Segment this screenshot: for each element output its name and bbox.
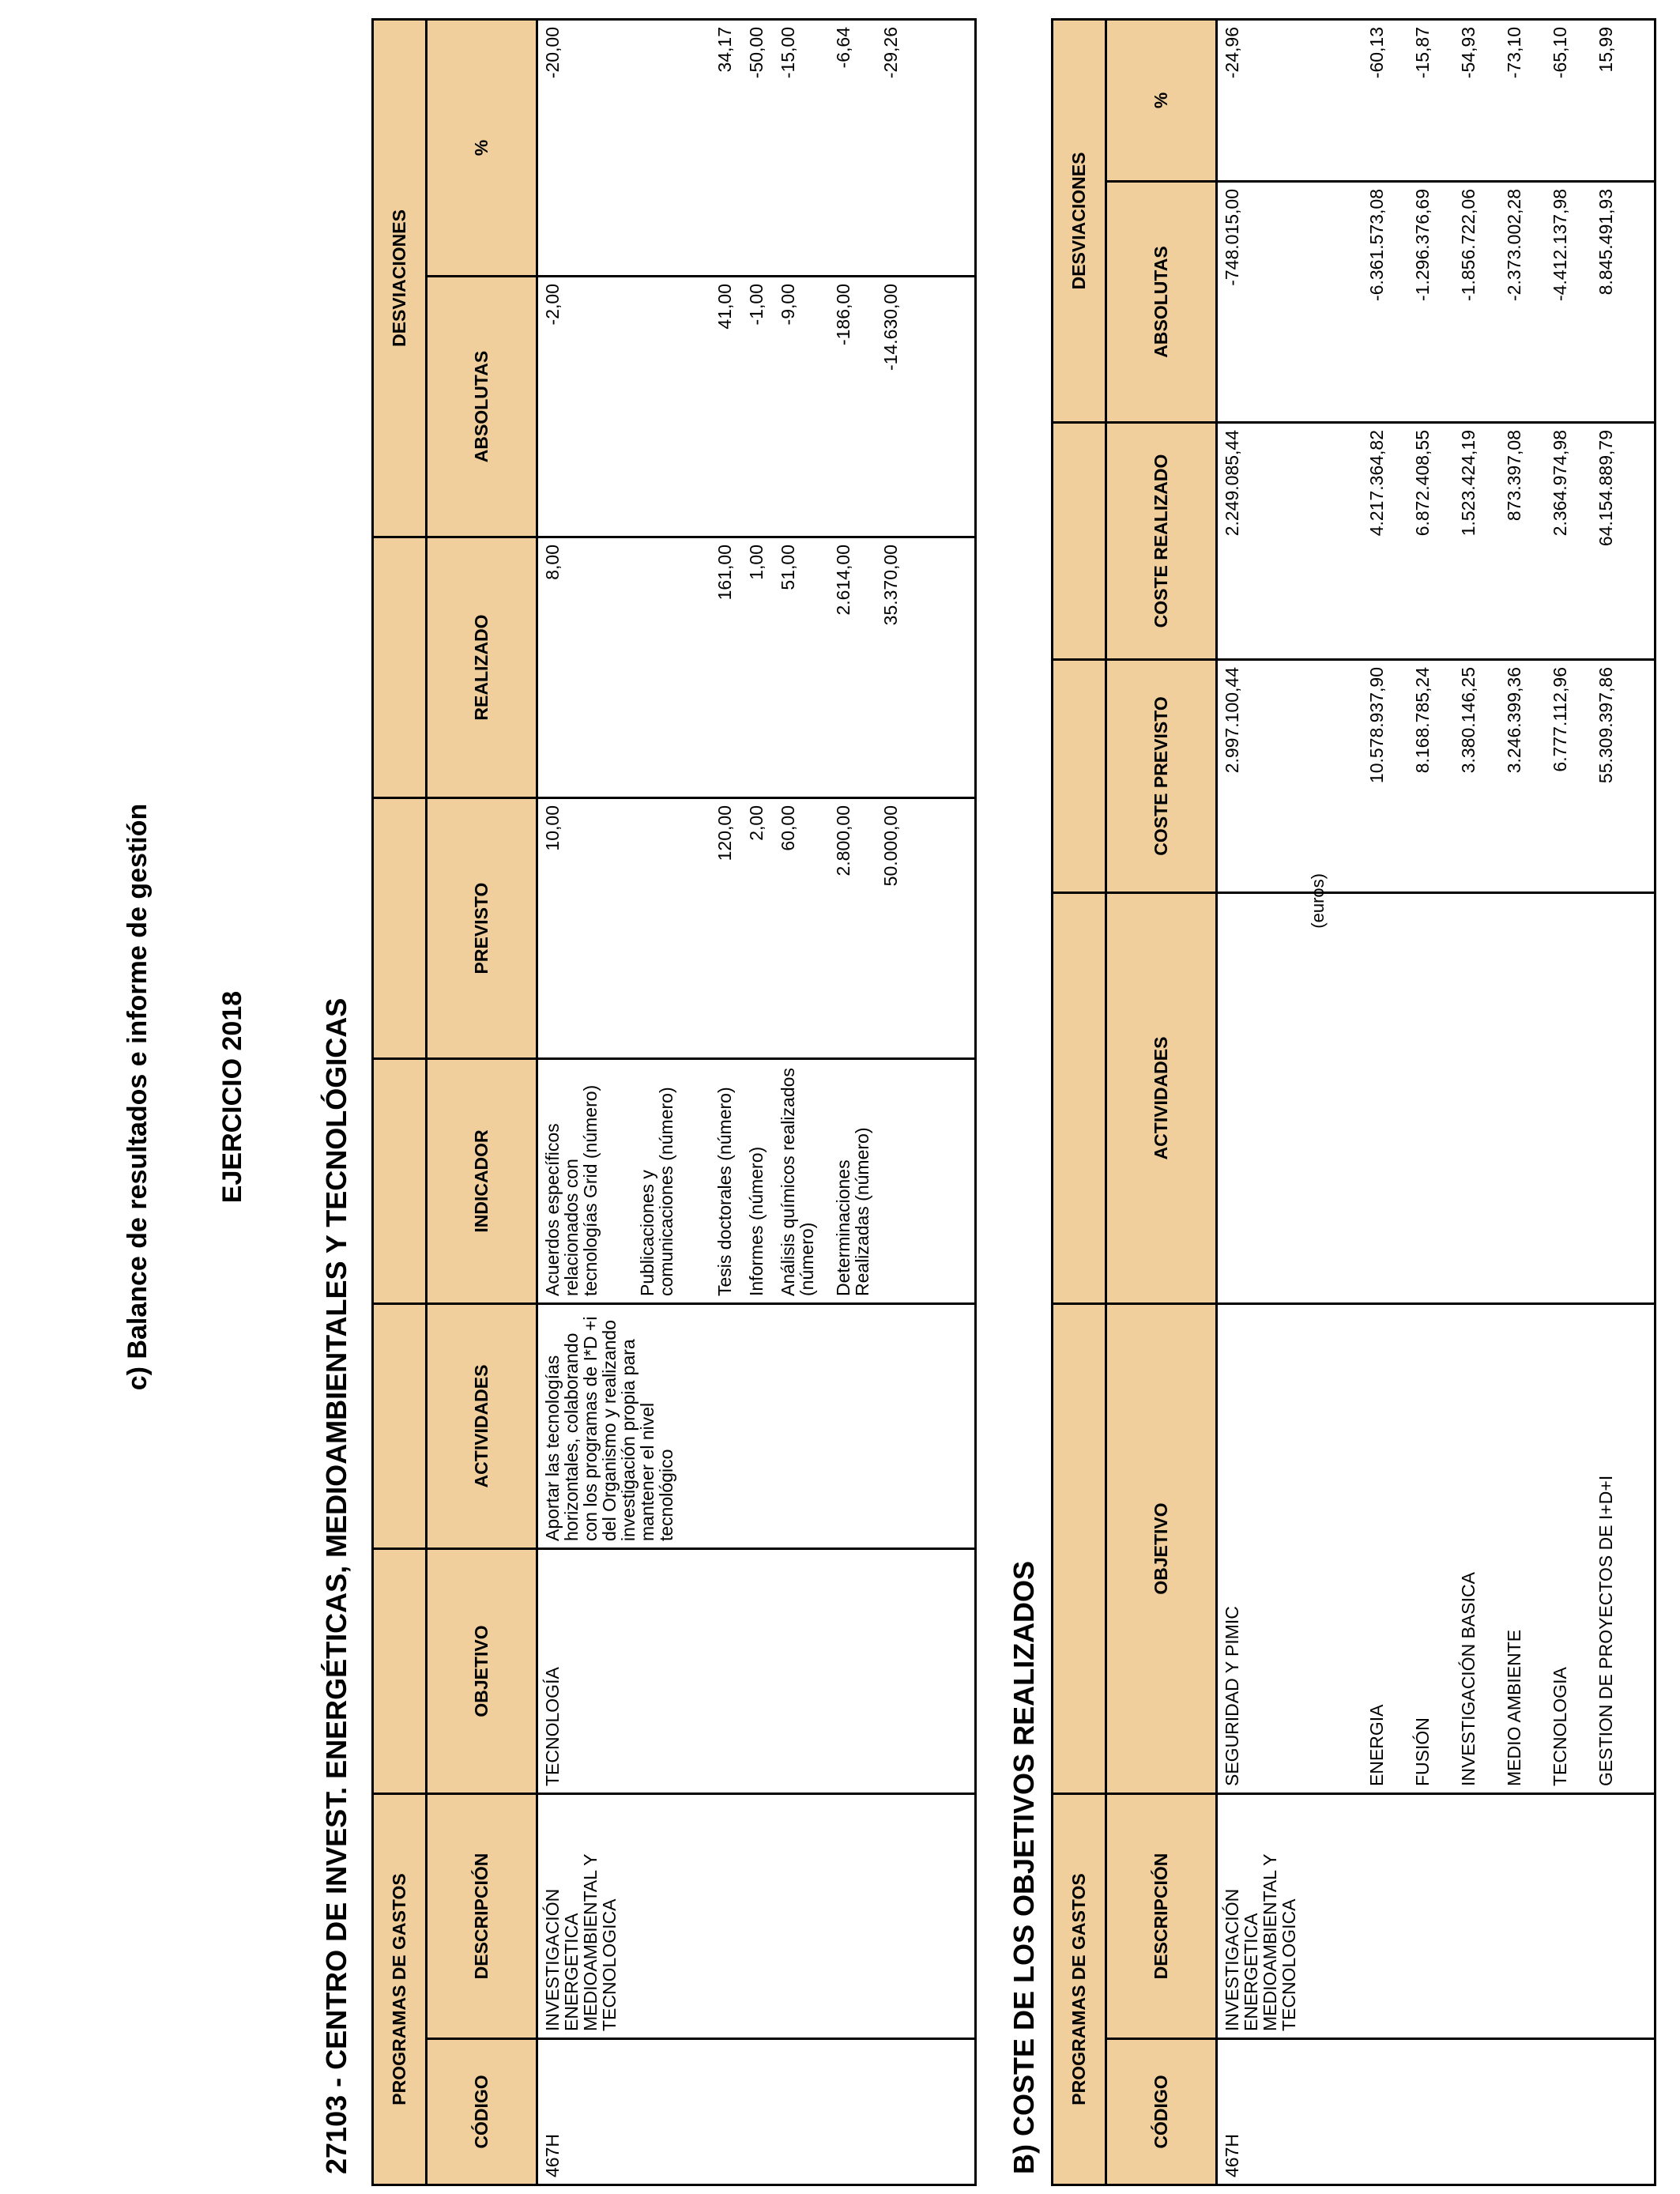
coste-previsto-value: 3.246.399,36: [1504, 667, 1524, 774]
absolutas-value: 8.845.491,93: [1595, 189, 1616, 296]
coste-previsto-value: 2.997.100,44: [1222, 667, 1242, 774]
section-b-title: B) COSTE DE LOS OBJETIVOS REALIZADOS: [1008, 1560, 1040, 2174]
report-title: c) Balance de resultados e informe de gestión: [122, 803, 153, 1391]
blank-header: [1053, 660, 1106, 893]
previsto-value: 120,00: [714, 805, 735, 861]
col-previsto: PREVISTO: [427, 798, 537, 1059]
section-a-title: 27103 - CENTRO DE INVEST. ENERGÉTICAS, MEDIOAMBIENTALES Y TECNOLÓGICAS: [320, 997, 352, 2174]
descripcion-cell: [1217, 1794, 1656, 2039]
programas-group-header: PROGRAMAS DE GASTOS: [373, 1794, 427, 2185]
pct-value: -50,00: [746, 26, 767, 79]
col-pct: %: [1106, 19, 1217, 181]
objetivo-cell: [1217, 1304, 1656, 1794]
col-coste-previsto: COSTE PREVISTO: [1106, 660, 1217, 893]
pct-value: -6,64: [833, 26, 853, 69]
pct-cell: [537, 19, 976, 276]
col-pct: %: [427, 19, 537, 276]
absolutas-value: -186,00: [833, 284, 853, 346]
realizado-value: 2.614,00: [833, 545, 853, 616]
coste-previsto-value: 3.380.146,25: [1458, 667, 1478, 774]
desviaciones-group-header: DESVIACIONES: [1053, 19, 1106, 422]
coste-previsto-value: 8.168.785,24: [1412, 667, 1433, 774]
col-absolutas: ABSOLUTAS: [1106, 182, 1217, 423]
absolutas-cell: [1217, 182, 1656, 423]
coste-previsto-value: 55.309.397,86: [1595, 667, 1616, 784]
descripcion-value: INVESTIGACIÓN ENERGETICA MEDIOAMBIENTAL Y TECNOLOGICA: [542, 1853, 620, 2031]
indicador-row: Análisis químicos realizados (número): [778, 1068, 817, 1296]
coste-previsto-cell: [1217, 660, 1656, 893]
col-descripcion: DESCRIPCIÓN: [1106, 1794, 1217, 2039]
blank-header: [1053, 893, 1106, 1304]
absolutas-value: -14.630,00: [880, 284, 901, 371]
coste-previsto-value: 6.777.112,96: [1550, 667, 1570, 772]
absolutas-value: -2.373.002,28: [1504, 189, 1524, 301]
absolutas-value: 41,00: [714, 284, 735, 330]
indicador-row: Acuerdos específicos relacionados con tecnologías Grid (número): [542, 1084, 601, 1296]
descripcion-cell: [537, 1794, 976, 2039]
codigo-value: 467H: [1222, 2134, 1242, 2177]
objetivo-row: TECNOLOGIA: [1550, 1667, 1570, 1786]
pct-value: -73,10: [1504, 26, 1524, 79]
indicators-table: [371, 18, 977, 2186]
pct-value: 15,99: [1595, 26, 1616, 73]
objetivo-row: INVESTIGACIÓN BASICA: [1458, 1572, 1478, 1786]
indicador-row: Tesis doctorales (número): [714, 1087, 735, 1296]
realizado-value: 8,00: [542, 545, 563, 580]
coste-realizado-cell: [1217, 423, 1656, 660]
pct-value: -54,93: [1458, 26, 1478, 79]
absolutas-value: -6.361.573,08: [1366, 189, 1387, 301]
coste-realizado-value: 4.217.364,82: [1366, 430, 1387, 537]
indicador-row: Informes (número): [746, 1146, 767, 1296]
previsto-value: 10,00: [542, 805, 563, 851]
pct-value: -65,10: [1550, 26, 1570, 79]
blank-header: [373, 1549, 427, 1794]
objetivo-row: ENERGIA: [1366, 1704, 1387, 1786]
col-absolutas: ABSOLUTAS: [427, 277, 537, 537]
cost-table: [1051, 18, 1656, 2186]
absolutas-value: -1.296.376,69: [1412, 189, 1433, 301]
realizado-value: 1,00: [746, 545, 767, 580]
previsto-value: 50.000,00: [880, 805, 901, 887]
col-coste-realizado: COSTE REALIZADO: [1106, 423, 1217, 660]
col-descripcion: DESCRIPCIÓN: [427, 1794, 537, 2039]
blank-header: [373, 537, 427, 798]
objetivo-value: TECNOLOGÍA: [542, 1667, 563, 1786]
pct-value: -15,00: [778, 26, 798, 79]
col-indicador: INDICADOR: [427, 1059, 537, 1304]
absolutas-value: -2,00: [542, 284, 563, 326]
pct-value: -29,26: [880, 26, 901, 79]
codigo-cell: [537, 2039, 976, 2185]
col-realizado: REALIZADO: [427, 537, 537, 798]
actividades-value: Aportar las tecnologías horizontales, colaborando con los programas de I*D +i del Organismo y realizando investigación propia para mantener el nivel tecnológico: [542, 1316, 676, 1541]
actividades-cell: [1217, 893, 1656, 1304]
codigo-cell: [1217, 2039, 1656, 2185]
absolutas-value: -1.856.722,06: [1458, 189, 1478, 301]
coste-realizado-value: 64.154.889,79: [1595, 430, 1616, 547]
objetivo-row: GESTION DE PROYECTOS DE I+D+I: [1595, 1475, 1616, 1786]
coste-realizado-value: 2.249.085,44: [1222, 430, 1242, 537]
coste-previsto-value: 10.578.937,90: [1366, 667, 1387, 784]
blank-header: [1053, 423, 1106, 660]
codigo-value: 467H: [542, 2134, 563, 2177]
realizado-value: 35.370,00: [880, 545, 901, 626]
actividades-cell: [537, 1304, 976, 1549]
realizado-value: 161,00: [714, 545, 735, 601]
objetivo-row: FUSIÓN: [1412, 1717, 1433, 1786]
pct-value: -20,00: [542, 26, 563, 79]
absolutas-value: -9,00: [778, 284, 798, 326]
objetivo-row: SEGURIDAD Y PIMIC: [1222, 1606, 1242, 1786]
absolutas-value: -748.015,00: [1222, 189, 1242, 286]
realizado-value: 51,00: [778, 545, 798, 590]
previsto-value: 2,00: [746, 805, 767, 841]
realizado-cell: [537, 537, 976, 798]
pct-value: -60,13: [1366, 26, 1387, 79]
indicador-row: Determinaciones Realizadas (número): [833, 1127, 872, 1296]
previsto-value: 60,00: [778, 805, 798, 851]
blank-header: [373, 1059, 427, 1304]
indicador-cell: [537, 1059, 976, 1304]
indicador-row: Publicaciones y comunicaciones (número): [637, 1087, 676, 1296]
descripcion-value: INVESTIGACIÓN ENERGETICA MEDIOAMBIENTAL Y TECNOLOGICA: [1222, 1853, 1299, 2031]
previsto-value: 2.800,00: [833, 805, 853, 876]
col-objetivo: OBJETIVO: [1106, 1304, 1217, 1794]
absolutas-value: -1,00: [746, 284, 767, 326]
coste-realizado-value: 873.397,08: [1504, 430, 1524, 522]
col-objetivo: OBJETIVO: [427, 1549, 537, 1794]
absolutas-value: -4.412.137,98: [1550, 189, 1570, 301]
previsto-cell: [537, 798, 976, 1059]
coste-realizado-value: 1.523.424,19: [1458, 430, 1478, 537]
blank-header: [373, 1304, 427, 1549]
absolutas-cell: [537, 277, 976, 537]
pct-value: -15,87: [1412, 26, 1433, 79]
pct-value: -24,96: [1222, 26, 1242, 79]
col-actividades: ACTIVIDADES: [1106, 893, 1217, 1304]
pct-cell: [1217, 19, 1656, 181]
blank-header: [1053, 1304, 1106, 1794]
pct-value: 34,17: [714, 26, 735, 73]
coste-realizado-value: 6.872.408,55: [1412, 430, 1433, 537]
col-codigo: CÓDIGO: [427, 2039, 537, 2185]
col-codigo: CÓDIGO: [1106, 2039, 1217, 2185]
coste-realizado-value: 2.364.974,98: [1550, 430, 1570, 537]
exercise-title: EJERCICIO 2018: [217, 990, 247, 1204]
units-label: (euros): [1308, 873, 1328, 929]
objetivo-row: MEDIO AMBIENTE: [1504, 1629, 1524, 1786]
blank-header: [373, 798, 427, 1059]
desviaciones-group-header: DESVIACIONES: [373, 19, 427, 537]
objetivo-cell: [537, 1549, 976, 1794]
col-actividades: ACTIVIDADES: [427, 1304, 537, 1549]
programas-group-header: PROGRAMAS DE GASTOS: [1053, 1794, 1106, 2185]
